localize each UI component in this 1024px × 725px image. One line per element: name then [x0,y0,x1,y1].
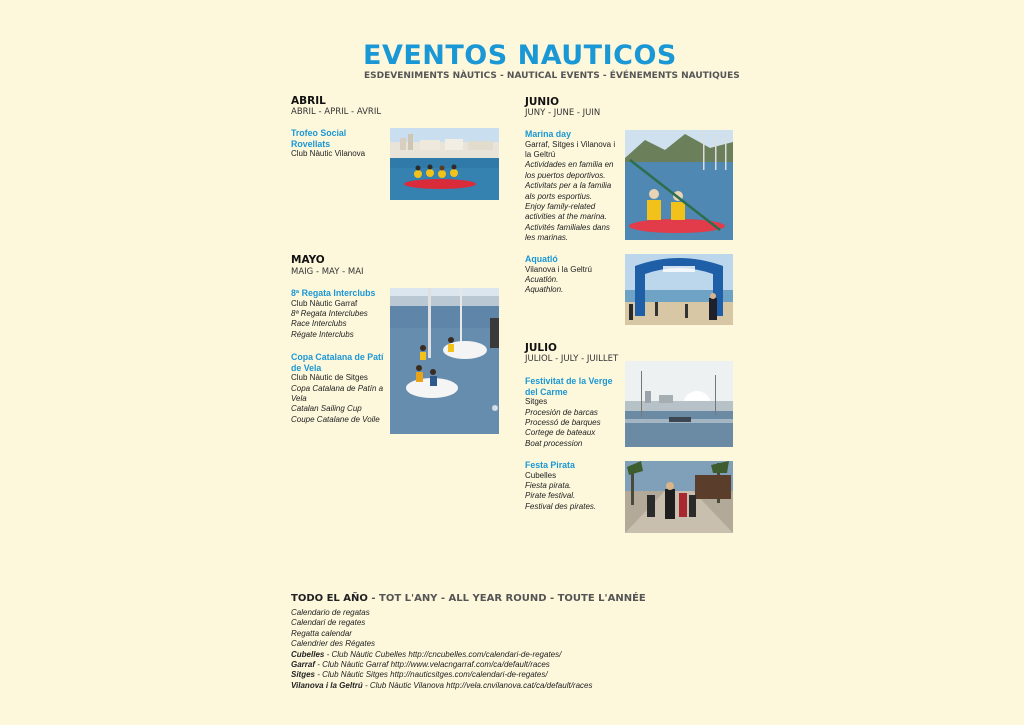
event-desc: Régate Interclubs [291,329,354,339]
club-link-text: - Club Nàutic Sitges http://nauticsitges.com/calendari-de-regates/ [315,670,548,680]
event-desc: Actividades en familia en los puertos deportivos. [525,160,614,180]
event-desc: Festival des pirates. [525,501,597,511]
all-year-heading [291,593,646,604]
event-location: Garraf, Sitges i Vilanova i la Geltrú [525,139,616,159]
all-year-title: TODO EL AÑO [291,593,368,604]
month-julio-title: JULIO [525,342,557,354]
month-junio-subtitle: JUNY - JUNE - JUIN [525,108,601,118]
event-desc: Cortege de bateaux [525,428,596,438]
event-location: Club Nàutic Garraf [291,298,358,308]
club-link-text: - Club Nàutic Garraf http://www.velacngarraf.com/ca/default/races [315,660,550,670]
event-title: Festivitat de la Verge del Carme [525,376,613,397]
event-regata-interclubs [291,288,386,340]
page-title: EVENTOS NAUTICOS [363,40,677,71]
club-place: Cubelles [291,649,325,659]
event-desc: Activités familiales dans les marinas. [525,222,610,243]
event-desc: Copa Catalana de Patín a Vela [291,383,384,403]
aquathlon-arch-photo [625,254,733,325]
event-aquatlo [525,254,617,296]
event-location: Cubelles [525,470,557,480]
event-desc: Boat procession [525,438,583,448]
month-abril-subtitle: ABRIL - APRIL - AVRIL [291,107,382,117]
club-link-text: - Club Nàutic Vilanova http://vela.cnvilanova.cat/ca/default/races [362,680,593,690]
event-title: Festa Pirata [525,460,575,470]
event-copa-catalana [291,352,386,425]
club-link-vilanova[interactable] [291,681,593,691]
event-desc: Fiesta pirata. [525,481,572,490]
all-year-list [291,608,593,691]
event-desc: Acuatlón. [525,275,559,284]
month-mayo-title: MAYO [291,254,325,266]
all-year-line: Calendari de regates [291,618,366,628]
event-festivitat-carme [525,376,617,449]
club-link-text: - Club Nàutic Cubelles http://cncubelles.com/calendari-de-regates/ [324,649,562,659]
event-trofeo-social [291,128,381,160]
month-abril-title: ABRIL [291,95,326,107]
page-subtitle: ESDEVENIMENTS NÀUTICS - NAUTICAL EVENTS - ÉVÉNEMENTS NAUTIQUES [364,71,740,81]
event-title: Trofeo Social Rovellats [291,128,347,149]
club-place: Garraf [291,660,316,670]
club-link-garraf[interactable] [291,660,593,670]
event-location: Club Nàutic de Sitges [291,373,368,383]
club-place: Vilanova i la Geltrú [291,680,363,690]
event-festa-pirata [525,460,617,512]
event-location: Club Nàutic Vilanova [291,149,366,159]
event-title: Copa Catalana de Patí de Vela [291,352,384,373]
sailing-boats-photo [390,288,499,434]
pirate-festival-photo [625,461,733,533]
event-desc: Processó de barques [525,418,601,427]
all-year-line: Calendrier des Régates [291,639,376,649]
event-desc: Procesión de barcas [525,407,598,417]
month-julio-subtitle: JULIOL - JULY - JUILLET [525,354,619,364]
event-desc: Race Interclubs [291,319,347,329]
all-year-line: Regatta calendar [291,628,352,638]
boat-procession-photo [625,361,733,447]
month-mayo-subtitle: MAIG - MAY - MAI [291,267,364,277]
marina-kayak-photo [625,130,733,240]
event-location: Sitges [525,397,548,407]
event-desc: Coupe Catalane de Voile [291,414,380,424]
club-place: Sitges [291,670,316,680]
event-title: Aquatló [525,254,558,264]
event-desc: Catalan Sailing Cup [291,404,362,414]
event-desc: Activitats per a la familia als ports esportius. [525,181,612,201]
month-junio-title: JUNIO [525,96,560,108]
kayak-harbor-photo [390,128,499,200]
club-link-sitges[interactable] [291,670,593,680]
event-desc: Aquathlon. [525,285,564,295]
event-desc: Pirate festival. [525,491,576,501]
event-desc: 8ª Regata Interclubes [291,309,368,318]
event-location: Vilanova i la Geltrú [525,264,592,274]
event-title: 8ª Regata Interclubs [291,288,376,298]
all-year-line: Calendario de regatas [291,608,370,617]
all-year-translations: - TOT L'ANY - ALL YEAR ROUND - TOUTE L'ANNÉE [367,593,646,604]
event-marina-day [525,129,617,244]
club-link-cubelles[interactable] [291,650,593,660]
event-desc: Enjoy family-related activities at the marina. [525,202,607,222]
event-title: Marina day [525,129,571,139]
